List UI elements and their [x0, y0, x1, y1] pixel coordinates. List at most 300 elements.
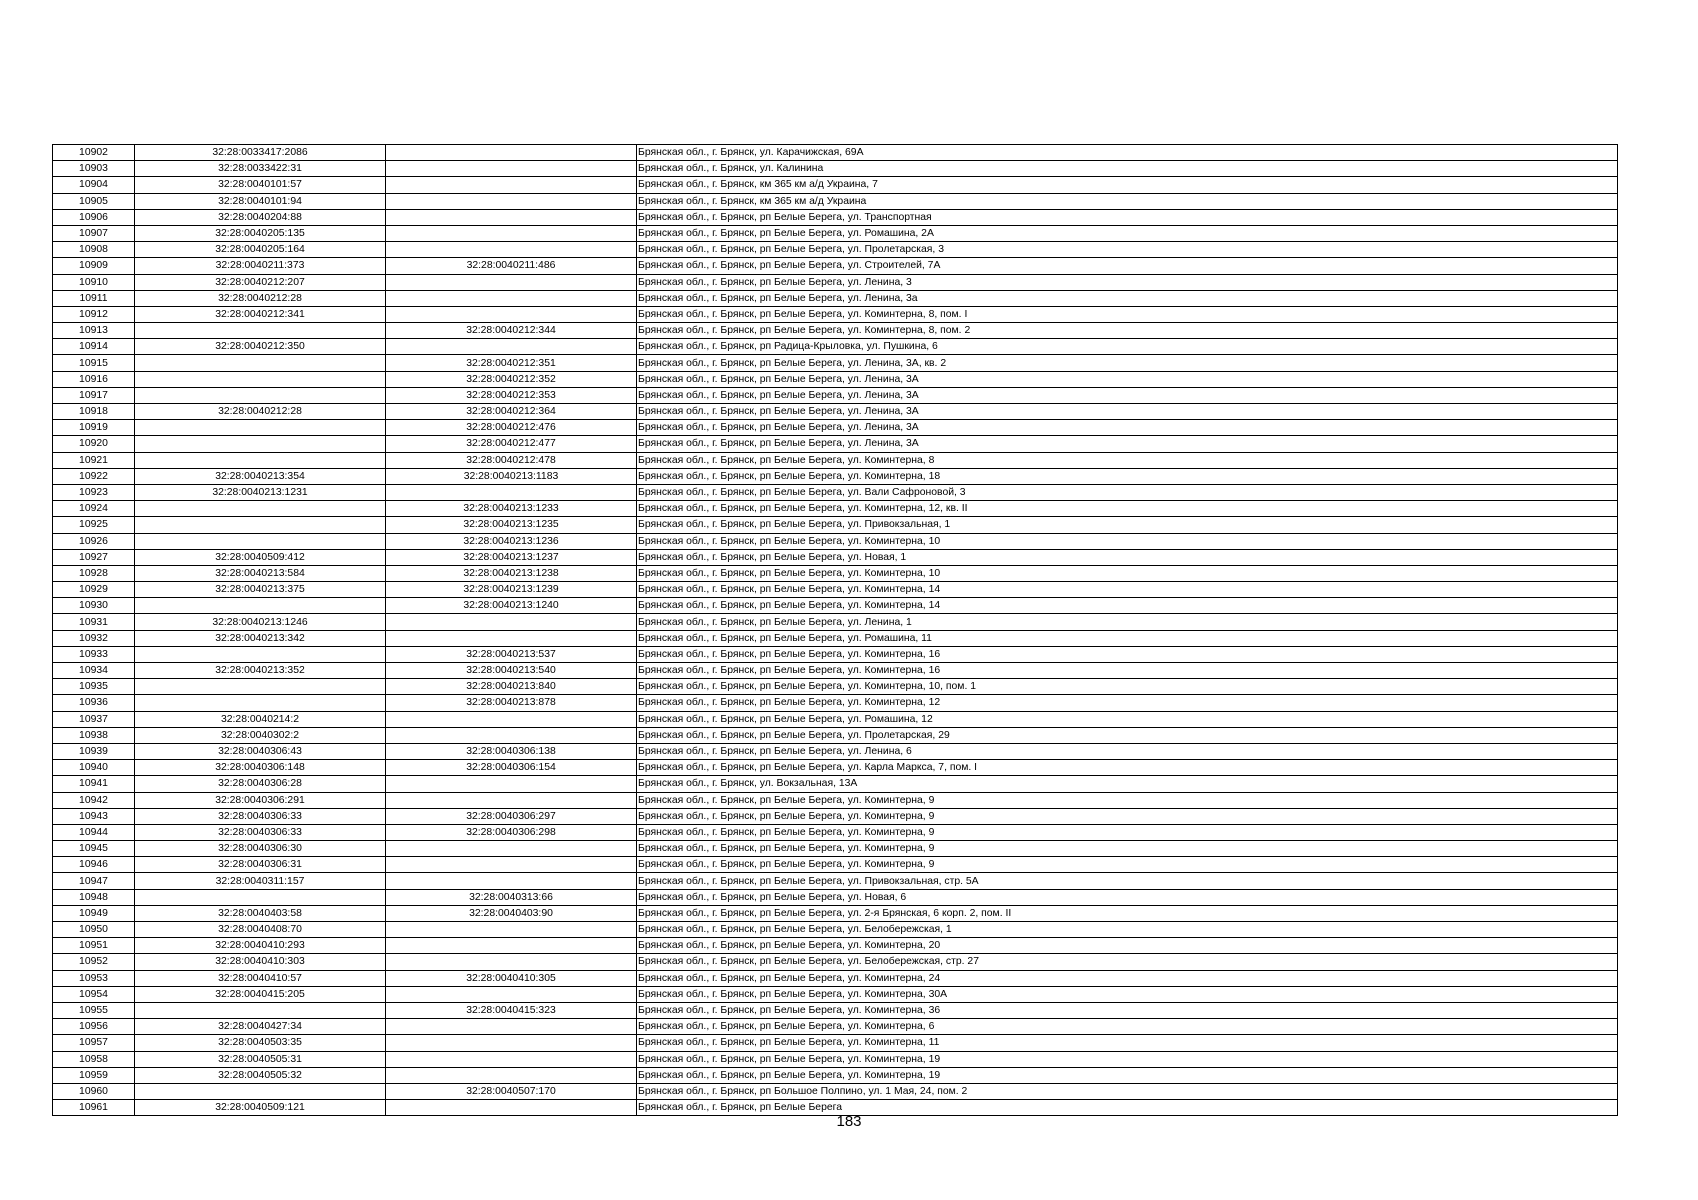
address-cell: Брянская обл., г. Брянск, рп Белые Берега, ул. Ленина, 1	[637, 614, 1618, 630]
cadastral-number-cell: 32:28:0033417:2086	[135, 145, 386, 161]
cadastral-number-cell: 32:28:0040213:352	[135, 663, 386, 679]
table-row	[53, 776, 1618, 792]
table-row	[53, 533, 1618, 549]
cadastral-number-cell: 32:28:0040213:354	[135, 468, 386, 484]
table-row	[53, 549, 1618, 565]
address-cell: Брянская обл., г. Брянск, рп Белые Берега, ул. Коминтерна, 16	[637, 646, 1618, 662]
cadastral-number-cell: 32:28:0040302:2	[135, 727, 386, 743]
address-cell: Брянская обл., г. Брянск, рп Белые Берега, ул. Ленина, 3А	[637, 404, 1618, 420]
table-row	[53, 436, 1618, 452]
related-cadastral-number-cell	[386, 711, 637, 727]
row-number-cell: 10951	[53, 938, 135, 954]
cadastral-number-cell: 32:28:0040205:164	[135, 242, 386, 258]
address-cell: Брянская обл., г. Брянск, рп Белые Берега, ул. Строителей, 7А	[637, 258, 1618, 274]
table-row	[53, 954, 1618, 970]
related-cadastral-number-cell	[386, 792, 637, 808]
cadastral-number-cell: 32:28:0040505:32	[135, 1067, 386, 1083]
row-number-cell: 10944	[53, 824, 135, 840]
table-row	[53, 679, 1618, 695]
address-cell: Брянская обл., г. Брянск, км 365 км а/д Украина, 7	[637, 177, 1618, 193]
row-number-cell: 10927	[53, 549, 135, 565]
table-row	[53, 225, 1618, 241]
row-number-cell: 10926	[53, 533, 135, 549]
table-row	[53, 1035, 1618, 1051]
row-number-cell: 10924	[53, 501, 135, 517]
property-table-body	[53, 145, 1618, 1116]
related-cadastral-number-cell	[386, 873, 637, 889]
related-cadastral-number-cell: 32:28:0040306:138	[386, 743, 637, 759]
related-cadastral-number-cell: 32:28:0040212:344	[386, 323, 637, 339]
cadastral-number-cell: 32:28:0040410:293	[135, 938, 386, 954]
address-cell: Брянская обл., г. Брянск, рп Белые Берега, ул. Коминтерна, 8, пом. 2	[637, 323, 1618, 339]
cadastral-number-cell	[135, 517, 386, 533]
related-cadastral-number-cell: 32:28:0040403:90	[386, 905, 637, 921]
related-cadastral-number-cell: 32:28:0040213:540	[386, 663, 637, 679]
related-cadastral-number-cell	[386, 614, 637, 630]
table-row	[53, 177, 1618, 193]
row-number-cell: 10929	[53, 582, 135, 598]
row-number-cell: 10912	[53, 306, 135, 322]
address-cell: Брянская обл., г. Брянск, рп Белые Берега, ул. Коминтерна, 14	[637, 582, 1618, 598]
address-cell: Брянская обл., г. Брянск, рп Белые Берега, ул. Коминтерна, 10, пом. 1	[637, 679, 1618, 695]
row-number-cell: 10907	[53, 225, 135, 241]
related-cadastral-number-cell	[386, 630, 637, 646]
address-cell: Брянская обл., г. Брянск, рп Белые Берега, ул. Привокзальная, стр. 5А	[637, 873, 1618, 889]
row-number-cell: 10906	[53, 209, 135, 225]
related-cadastral-number-cell: 32:28:0040306:154	[386, 760, 637, 776]
address-cell: Брянская обл., г. Брянск, рп Белые Берега, ул. Ромашина, 11	[637, 630, 1618, 646]
cadastral-number-cell: 32:28:0040509:412	[135, 549, 386, 565]
related-cadastral-number-cell: 32:28:0040410:305	[386, 970, 637, 986]
related-cadastral-number-cell: 32:28:0040212:364	[386, 404, 637, 420]
address-cell: Брянская обл., г. Брянск, рп Радица-Крыловка, ул. Пушкина, 6	[637, 339, 1618, 355]
table-row	[53, 938, 1618, 954]
row-number-cell: 10957	[53, 1035, 135, 1051]
related-cadastral-number-cell: 32:28:0040213:1233	[386, 501, 637, 517]
address-cell: Брянская обл., г. Брянск, рп Белые Берега, ул. Коминтерна, 19	[637, 1067, 1618, 1083]
table-row	[53, 582, 1618, 598]
address-cell: Брянская обл., г. Брянск, рп Белые Берега, ул. Ленина, 3	[637, 274, 1618, 290]
row-number-cell: 10941	[53, 776, 135, 792]
address-cell: Брянская обл., г. Брянск, рп Белые Берега, ул. Коминтерна, 12	[637, 695, 1618, 711]
related-cadastral-number-cell: 32:28:0040213:1236	[386, 533, 637, 549]
table-row	[53, 306, 1618, 322]
related-cadastral-number-cell	[386, 938, 637, 954]
table-row	[53, 695, 1618, 711]
address-cell: Брянская обл., г. Брянск, рп Белые Берега, ул. Пролетарская, 3	[637, 242, 1618, 258]
table-row	[53, 922, 1618, 938]
row-number-cell: 10914	[53, 339, 135, 355]
row-number-cell: 10931	[53, 614, 135, 630]
cadastral-number-cell: 32:28:0040212:350	[135, 339, 386, 355]
cadastral-number-cell: 32:28:0040306:148	[135, 760, 386, 776]
address-cell: Брянская обл., г. Брянск, рп Белые Берега, ул. Коминтерна, 30А	[637, 986, 1618, 1002]
table-row	[53, 614, 1618, 630]
related-cadastral-number-cell	[386, 177, 637, 193]
address-cell: Брянская обл., г. Брянск, рп Белые Берега, ул. Ленина, 3А	[637, 371, 1618, 387]
table-row	[53, 1002, 1618, 1018]
table-row	[53, 743, 1618, 759]
table-row	[53, 517, 1618, 533]
row-number-cell: 10921	[53, 452, 135, 468]
related-cadastral-number-cell: 32:28:0040213:1240	[386, 598, 637, 614]
row-number-cell: 10938	[53, 727, 135, 743]
cadastral-number-cell	[135, 371, 386, 387]
row-number-cell: 10940	[53, 760, 135, 776]
cadastral-number-cell	[135, 598, 386, 614]
table-row	[53, 258, 1618, 274]
related-cadastral-number-cell: 32:28:0040212:353	[386, 387, 637, 403]
cadastral-number-cell	[135, 452, 386, 468]
address-cell: Брянская обл., г. Брянск, рп Белые Берега, ул. Коминтерна, 18	[637, 468, 1618, 484]
table-row	[53, 468, 1618, 484]
row-number-cell: 10913	[53, 323, 135, 339]
row-number-cell: 10959	[53, 1067, 135, 1083]
address-cell: Брянская обл., г. Брянск, рп Белые Берега, ул. Коминтерна, 9	[637, 857, 1618, 873]
address-cell: Брянская обл., г. Брянск, рп Белые Берега, ул. Ленина, 3А, кв. 2	[637, 355, 1618, 371]
address-cell: Брянская обл., г. Брянск, рп Белые Берега, ул. Ленина, 3А	[637, 387, 1618, 403]
address-cell: Брянская обл., г. Брянск, рп Белые Берега, ул. Привокзальная, 1	[637, 517, 1618, 533]
address-cell: Брянская обл., г. Брянск, рп Белые Берега	[637, 1100, 1618, 1116]
table-row	[53, 1067, 1618, 1083]
table-row	[53, 420, 1618, 436]
table-row	[53, 339, 1618, 355]
related-cadastral-number-cell: 32:28:0040415:323	[386, 1002, 637, 1018]
address-cell: Брянская обл., г. Брянск, рп Большое Полпино, ул. 1 Мая, 24, пом. 2	[637, 1083, 1618, 1099]
address-cell: Брянская обл., г. Брянск, рп Белые Берега, ул. Ленина, 3А	[637, 420, 1618, 436]
table-row	[53, 760, 1618, 776]
row-number-cell: 10928	[53, 565, 135, 581]
row-number-cell: 10920	[53, 436, 135, 452]
cadastral-number-cell: 32:28:0033422:31	[135, 161, 386, 177]
table-row	[53, 630, 1618, 646]
cadastral-number-cell: 32:28:0040503:35	[135, 1035, 386, 1051]
cadastral-number-cell	[135, 387, 386, 403]
cadastral-number-cell: 32:28:0040306:31	[135, 857, 386, 873]
related-cadastral-number-cell	[386, 1051, 637, 1067]
row-number-cell: 10947	[53, 873, 135, 889]
address-cell: Брянская обл., г. Брянск, км 365 км а/д Украина	[637, 193, 1618, 209]
related-cadastral-number-cell	[386, 986, 637, 1002]
related-cadastral-number-cell: 32:28:0040212:476	[386, 420, 637, 436]
address-cell: Брянская обл., г. Брянск, рп Белые Берега, ул. Коминтерна, 12, кв. II	[637, 501, 1618, 517]
address-cell: Брянская обл., г. Брянск, рп Белые Берега, ул. Ромашина, 2А	[637, 225, 1618, 241]
related-cadastral-number-cell	[386, 209, 637, 225]
cadastral-number-cell	[135, 420, 386, 436]
page-number: 183	[836, 1113, 862, 1130]
table-row	[53, 711, 1618, 727]
address-cell: Брянская обл., г. Брянск, рп Белые Берега, ул. Карла Маркса, 7, пом. I	[637, 760, 1618, 776]
cadastral-number-cell	[135, 355, 386, 371]
address-cell: Брянская обл., г. Брянск, рп Белые Берега, ул. Новая, 6	[637, 889, 1618, 905]
related-cadastral-number-cell: 32:28:0040213:1239	[386, 582, 637, 598]
related-cadastral-number-cell: 32:28:0040212:478	[386, 452, 637, 468]
row-number-cell: 10933	[53, 646, 135, 662]
cadastral-number-cell	[135, 679, 386, 695]
address-cell: Брянская обл., г. Брянск, рп Белые Берега, ул. Коминтерна, 9	[637, 841, 1618, 857]
address-cell: Брянская обл., г. Брянск, рп Белые Берега, ул. Транспортная	[637, 209, 1618, 225]
related-cadastral-number-cell	[386, 841, 637, 857]
cadastral-number-cell: 32:28:0040306:33	[135, 824, 386, 840]
related-cadastral-number-cell: 32:28:0040212:351	[386, 355, 637, 371]
related-cadastral-number-cell: 32:28:0040213:1183	[386, 468, 637, 484]
related-cadastral-number-cell	[386, 290, 637, 306]
row-number-cell: 10935	[53, 679, 135, 695]
table-row	[53, 501, 1618, 517]
row-number-cell: 10948	[53, 889, 135, 905]
table-row	[53, 663, 1618, 679]
row-number-cell: 10915	[53, 355, 135, 371]
table-row	[53, 565, 1618, 581]
related-cadastral-number-cell	[386, 954, 637, 970]
table-row	[53, 824, 1618, 840]
related-cadastral-number-cell	[386, 1019, 637, 1035]
row-number-cell: 10903	[53, 161, 135, 177]
address-cell: Брянская обл., г. Брянск, рп Белые Берега, ул. Коминтерна, 9	[637, 792, 1618, 808]
table-row	[53, 193, 1618, 209]
address-cell: Брянская обл., г. Брянск, рп Белые Берега, ул. Коминтерна, 19	[637, 1051, 1618, 1067]
table-row	[53, 484, 1618, 500]
row-number-cell: 10954	[53, 986, 135, 1002]
related-cadastral-number-cell	[386, 484, 637, 500]
row-number-cell: 10911	[53, 290, 135, 306]
cadastral-number-cell: 32:28:0040505:31	[135, 1051, 386, 1067]
address-cell: Брянская обл., г. Брянск, рп Белые Берега, ул. Коминтерна, 6	[637, 1019, 1618, 1035]
address-cell: Брянская обл., г. Брянск, рп Белые Берега, ул. Коминтерна, 16	[637, 663, 1618, 679]
row-number-cell: 10917	[53, 387, 135, 403]
table-row	[53, 986, 1618, 1002]
related-cadastral-number-cell	[386, 161, 637, 177]
related-cadastral-number-cell: 32:28:0040306:298	[386, 824, 637, 840]
table-row	[53, 1019, 1618, 1035]
related-cadastral-number-cell: 32:28:0040212:352	[386, 371, 637, 387]
row-number-cell: 10919	[53, 420, 135, 436]
row-number-cell: 10949	[53, 905, 135, 921]
cadastral-number-cell: 32:28:0040213:342	[135, 630, 386, 646]
table-row	[53, 727, 1618, 743]
row-number-cell: 10943	[53, 808, 135, 824]
row-number-cell: 10910	[53, 274, 135, 290]
table-row	[53, 598, 1618, 614]
address-cell: Брянская обл., г. Брянск, рп Белые Берега, ул. 2-я Брянская, 6 корп. 2, пом. II	[637, 905, 1618, 921]
row-number-cell: 10950	[53, 922, 135, 938]
related-cadastral-number-cell: 32:28:0040213:537	[386, 646, 637, 662]
related-cadastral-number-cell: 32:28:0040213:1235	[386, 517, 637, 533]
related-cadastral-number-cell: 32:28:0040507:170	[386, 1083, 637, 1099]
table-row	[53, 1051, 1618, 1067]
row-number-cell: 10922	[53, 468, 135, 484]
table-row	[53, 355, 1618, 371]
row-number-cell: 10934	[53, 663, 135, 679]
row-number-cell: 10902	[53, 145, 135, 161]
cadastral-number-cell: 32:28:0040306:33	[135, 808, 386, 824]
cadastral-number-cell: 32:28:0040509:121	[135, 1100, 386, 1116]
row-number-cell: 10956	[53, 1019, 135, 1035]
cadastral-number-cell: 32:28:0040214:2	[135, 711, 386, 727]
address-cell: Брянская обл., г. Брянск, рп Белые Берега, ул. Коминтерна, 8, пом. I	[637, 306, 1618, 322]
cadastral-number-cell: 32:28:0040212:341	[135, 306, 386, 322]
table-row	[53, 209, 1618, 225]
related-cadastral-number-cell	[386, 145, 637, 161]
table-row	[53, 857, 1618, 873]
related-cadastral-number-cell	[386, 193, 637, 209]
related-cadastral-number-cell: 32:28:0040211:486	[386, 258, 637, 274]
row-number-cell: 10942	[53, 792, 135, 808]
address-cell: Брянская обл., г. Брянск, рп Белые Берега, ул. Вали Сафроновой, 3	[637, 484, 1618, 500]
address-cell: Брянская обл., г. Брянск, рп Белые Берега, ул. Коминтерна, 24	[637, 970, 1618, 986]
cadastral-number-cell: 32:28:0040410:57	[135, 970, 386, 986]
related-cadastral-number-cell	[386, 776, 637, 792]
address-cell: Брянская обл., г. Брянск, рп Белые Берега, ул. Новая, 1	[637, 549, 1618, 565]
address-cell: Брянская обл., г. Брянск, рп Белые Берега, ул. Коминтерна, 14	[637, 598, 1618, 614]
cadastral-number-cell: 32:28:0040212:28	[135, 290, 386, 306]
related-cadastral-number-cell	[386, 1067, 637, 1083]
cadastral-number-cell	[135, 1002, 386, 1018]
address-cell: Брянская обл., г. Брянск, рп Белые Берега, ул. Коминтерна, 10	[637, 565, 1618, 581]
cadastral-number-cell: 32:28:0040212:207	[135, 274, 386, 290]
cadastral-number-cell: 32:28:0040213:375	[135, 582, 386, 598]
cadastral-number-cell: 32:28:0040211:373	[135, 258, 386, 274]
address-cell: Брянская обл., г. Брянск, рп Белые Берега, ул. Коминтерна, 8	[637, 452, 1618, 468]
cadastral-number-cell: 32:28:0040101:94	[135, 193, 386, 209]
cadastral-number-cell: 32:28:0040427:34	[135, 1019, 386, 1035]
cadastral-number-cell: 32:28:0040306:28	[135, 776, 386, 792]
row-number-cell: 10961	[53, 1100, 135, 1116]
cadastral-number-cell: 32:28:0040213:584	[135, 565, 386, 581]
cadastral-number-cell: 32:28:0040306:291	[135, 792, 386, 808]
cadastral-number-cell: 32:28:0040101:57	[135, 177, 386, 193]
cadastral-number-cell	[135, 1083, 386, 1099]
related-cadastral-number-cell	[386, 242, 637, 258]
table-row	[53, 905, 1618, 921]
row-number-cell: 10953	[53, 970, 135, 986]
related-cadastral-number-cell	[386, 727, 637, 743]
related-cadastral-number-cell: 32:28:0040213:1237	[386, 549, 637, 565]
property-table	[52, 144, 1618, 1116]
related-cadastral-number-cell	[386, 1035, 637, 1051]
row-number-cell: 10916	[53, 371, 135, 387]
table-row	[53, 808, 1618, 824]
table-row	[53, 274, 1618, 290]
row-number-cell: 10936	[53, 695, 135, 711]
cadastral-number-cell: 32:28:0040213:1246	[135, 614, 386, 630]
cadastral-number-cell	[135, 533, 386, 549]
table-row	[53, 161, 1618, 177]
row-number-cell: 10908	[53, 242, 135, 258]
cadastral-number-cell	[135, 436, 386, 452]
address-cell: Брянская обл., г. Брянск, ул. Вокзальная, 13А	[637, 776, 1618, 792]
row-number-cell: 10905	[53, 193, 135, 209]
cadastral-number-cell: 32:28:0040204:88	[135, 209, 386, 225]
related-cadastral-number-cell	[386, 857, 637, 873]
table-row	[53, 792, 1618, 808]
row-number-cell: 10909	[53, 258, 135, 274]
table-row	[53, 873, 1618, 889]
related-cadastral-number-cell	[386, 306, 637, 322]
address-cell: Брянская обл., г. Брянск, рп Белые Берега, ул. Ленина, 6	[637, 743, 1618, 759]
related-cadastral-number-cell	[386, 225, 637, 241]
cadastral-number-cell: 32:28:0040306:30	[135, 841, 386, 857]
related-cadastral-number-cell	[386, 339, 637, 355]
cadastral-number-cell	[135, 889, 386, 905]
table-row	[53, 242, 1618, 258]
address-cell: Брянская обл., г. Брянск, рп Белые Берега, ул. Белобережская, стр. 27	[637, 954, 1618, 970]
row-number-cell: 10960	[53, 1083, 135, 1099]
cadastral-number-cell: 32:28:0040212:28	[135, 404, 386, 420]
related-cadastral-number-cell: 32:28:0040306:297	[386, 808, 637, 824]
cadastral-number-cell: 32:28:0040403:58	[135, 905, 386, 921]
table-row	[53, 404, 1618, 420]
row-number-cell: 10937	[53, 711, 135, 727]
related-cadastral-number-cell: 32:28:0040212:477	[386, 436, 637, 452]
address-cell: Брянская обл., г. Брянск, рп Белые Берега, ул. Пролетарская, 29	[637, 727, 1618, 743]
address-cell: Брянская обл., г. Брянск, рп Белые Берега, ул. Коминтерна, 11	[637, 1035, 1618, 1051]
cadastral-number-cell: 32:28:0040205:135	[135, 225, 386, 241]
address-cell: Брянская обл., г. Брянск, рп Белые Берега, ул. Ленина, 3А	[637, 436, 1618, 452]
row-number-cell: 10952	[53, 954, 135, 970]
cadastral-number-cell	[135, 323, 386, 339]
row-number-cell: 10904	[53, 177, 135, 193]
related-cadastral-number-cell: 32:28:0040213:840	[386, 679, 637, 695]
address-cell: Брянская обл., г. Брянск, рп Белые Берега, ул. Коминтерна, 9	[637, 808, 1618, 824]
table-row	[53, 145, 1618, 161]
row-number-cell: 10958	[53, 1051, 135, 1067]
related-cadastral-number-cell: 32:28:0040213:878	[386, 695, 637, 711]
table-row	[53, 889, 1618, 905]
table-row	[53, 290, 1618, 306]
address-cell: Брянская обл., г. Брянск, рп Белые Берега, ул. Коминтерна, 36	[637, 1002, 1618, 1018]
table-row	[53, 646, 1618, 662]
row-number-cell: 10918	[53, 404, 135, 420]
related-cadastral-number-cell: 32:28:0040313:66	[386, 889, 637, 905]
table-row	[53, 452, 1618, 468]
row-number-cell: 10945	[53, 841, 135, 857]
cadastral-number-cell	[135, 501, 386, 517]
cadastral-number-cell: 32:28:0040415:205	[135, 986, 386, 1002]
cadastral-number-cell: 32:28:0040306:43	[135, 743, 386, 759]
table-row	[53, 387, 1618, 403]
row-number-cell: 10925	[53, 517, 135, 533]
row-number-cell: 10932	[53, 630, 135, 646]
row-number-cell: 10930	[53, 598, 135, 614]
cadastral-number-cell: 32:28:0040408:70	[135, 922, 386, 938]
table-row	[53, 841, 1618, 857]
table-row	[53, 323, 1618, 339]
row-number-cell: 10955	[53, 1002, 135, 1018]
address-cell: Брянская обл., г. Брянск, рп Белые Берега, ул. Коминтерна, 10	[637, 533, 1618, 549]
address-cell: Брянская обл., г. Брянск, ул. Карачижская, 69А	[637, 145, 1618, 161]
address-cell: Брянская обл., г. Брянск, рп Белые Берега, ул. Коминтерна, 20	[637, 938, 1618, 954]
address-cell: Брянская обл., г. Брянск, ул. Калинина	[637, 161, 1618, 177]
related-cadastral-number-cell	[386, 274, 637, 290]
table-row	[53, 1083, 1618, 1099]
cadastral-number-cell: 32:28:0040311:157	[135, 873, 386, 889]
cadastral-number-cell	[135, 695, 386, 711]
row-number-cell: 10923	[53, 484, 135, 500]
table-row	[53, 970, 1618, 986]
related-cadastral-number-cell: 32:28:0040213:1238	[386, 565, 637, 581]
address-cell: Брянская обл., г. Брянск, рп Белые Берега, ул. Коминтерна, 9	[637, 824, 1618, 840]
cadastral-number-cell: 32:28:0040410:303	[135, 954, 386, 970]
cadastral-number-cell	[135, 646, 386, 662]
table-row	[53, 371, 1618, 387]
row-number-cell: 10939	[53, 743, 135, 759]
row-number-cell: 10946	[53, 857, 135, 873]
address-cell: Брянская обл., г. Брянск, рп Белые Берега, ул. Ромашина, 12	[637, 711, 1618, 727]
address-cell: Брянская обл., г. Брянск, рп Белые Берега, ул. Ленина, 3а	[637, 290, 1618, 306]
related-cadastral-number-cell	[386, 922, 637, 938]
cadastral-number-cell: 32:28:0040213:1231	[135, 484, 386, 500]
